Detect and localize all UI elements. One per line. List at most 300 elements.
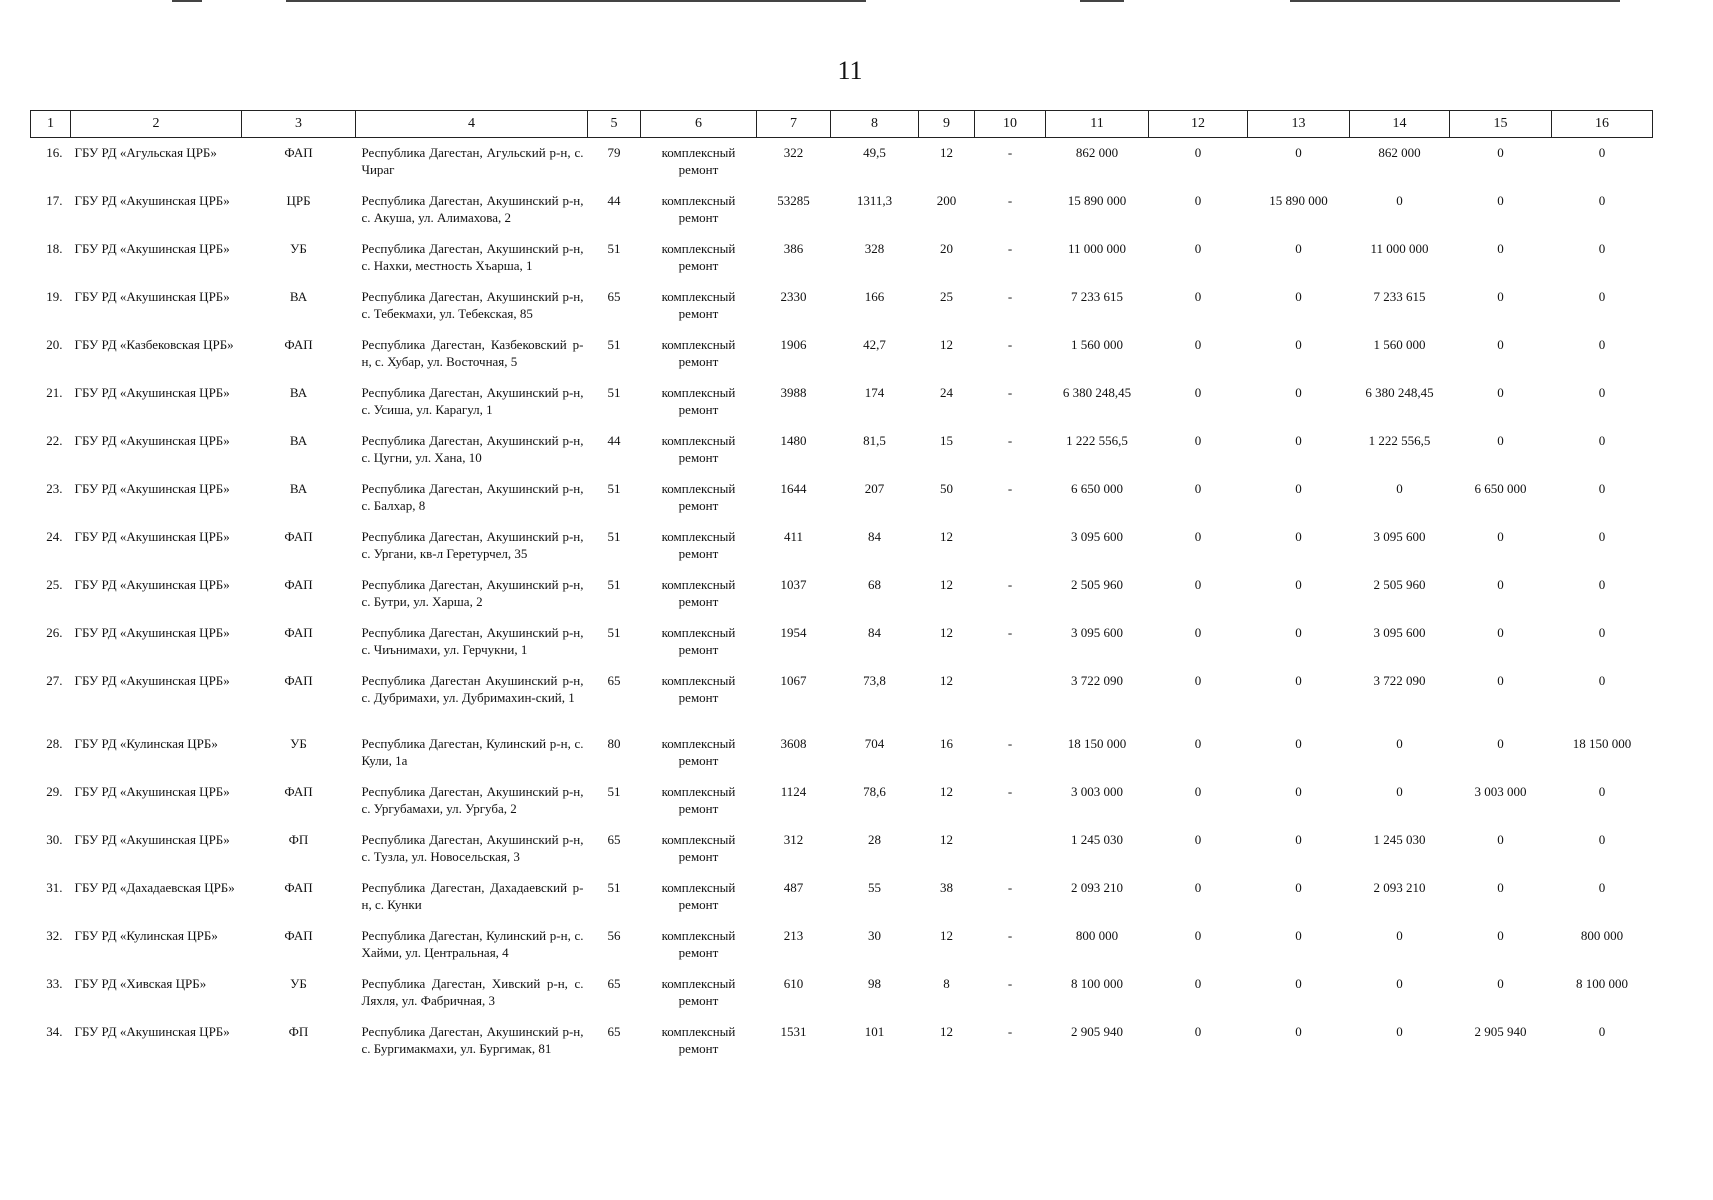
cell-col-10: -	[1007, 192, 1013, 208]
cell-col-8: 30	[868, 927, 881, 943]
table-row	[31, 1017, 1653, 1065]
cell-col-5: 51	[607, 624, 621, 640]
cell-work-type: комплексный ремонт	[661, 384, 736, 417]
cell-col-12: 0	[1194, 735, 1202, 751]
cell-col-14: 0	[1396, 480, 1403, 496]
cell-row-number: 32.	[46, 927, 63, 943]
cell-row-number: 21.	[46, 384, 63, 400]
cell-col-8: 166	[864, 288, 885, 304]
cell-organization: ГБУ РД «Акушинская ЦРБ»	[74, 783, 230, 799]
cell-address: Республика Дагестан, Акушинский р-н, с. Ургубамахи, ул. Ургуба, 2	[361, 783, 584, 816]
cell-col-15: 0	[1497, 576, 1504, 592]
cell-col-10	[975, 825, 1046, 873]
cell-col-15: 0	[1497, 831, 1504, 847]
cell-facility-type: ФП	[288, 831, 309, 847]
cell-organization: ГБУ РД «Акушинская ЦРБ»	[74, 240, 230, 256]
cell-facility-type: ФАП	[284, 576, 313, 592]
cell-row-number: 20.	[46, 336, 63, 352]
cell-col-15: 6 650 000	[1474, 480, 1527, 496]
cell-facility-type: УБ	[290, 240, 307, 256]
cell-col-15: 0	[1497, 145, 1504, 160]
cell-col-5: 51	[607, 336, 621, 352]
cell-col-9: 24	[940, 384, 953, 400]
cell-work-type: комплексный ремонт	[661, 624, 736, 657]
cell-work-type: комплексный ремонт	[661, 672, 736, 705]
cell-col-14: 0	[1396, 927, 1403, 943]
cell-col-10: -	[1007, 576, 1013, 592]
cell-col-9: 12	[940, 528, 953, 544]
cell-organization: ГБУ РД «Акушинская ЦРБ»	[74, 480, 230, 496]
cell-col-5: 44	[607, 432, 621, 448]
cell-col-13: 0	[1295, 576, 1302, 592]
cell-facility-type: ФАП	[284, 624, 313, 640]
cell-col-16: 0	[1598, 192, 1606, 208]
cell-col-16: 8 100 000	[1576, 975, 1628, 991]
cell-facility-type: ФАП	[284, 145, 313, 160]
cell-organization: ГБУ РД «Хивская ЦРБ»	[74, 975, 207, 991]
table-row	[31, 921, 1653, 969]
cell-facility-type: ФАП	[284, 528, 313, 544]
cell-organization: ГБУ РД «Акушинская ЦРБ»	[74, 288, 230, 304]
cell-col-14: 0	[1396, 192, 1403, 208]
cell-col-14: 0	[1396, 975, 1403, 991]
cell-col-9: 20	[940, 240, 953, 256]
table-row	[31, 729, 1653, 777]
cell-col-9: 12	[940, 927, 953, 943]
cell-col-14: 3 095 600	[1373, 528, 1426, 544]
cell-col-9: 12	[940, 1023, 953, 1039]
cell-col-9: 200	[936, 192, 957, 208]
cell-organization: ГБУ РД «Акушинская ЦРБ»	[74, 432, 230, 448]
cell-row-number: 27.	[46, 672, 63, 688]
cell-total-cost: 2 505 960	[1071, 576, 1123, 592]
cell-col-15: 0	[1497, 975, 1504, 991]
cell-col-5: 51	[607, 240, 621, 256]
cell-work-type: комплексный ремонт	[661, 240, 736, 273]
cell-col-16: 0	[1598, 624, 1606, 640]
cell-col-12: 0	[1194, 145, 1202, 160]
column-header-8: 8	[831, 111, 919, 138]
cell-col-16: 0	[1598, 879, 1606, 895]
cell-col-9: 50	[940, 480, 953, 496]
cell-col-10: -	[1007, 240, 1013, 256]
cell-col-10: -	[1007, 735, 1013, 751]
cell-facility-type: ФАП	[284, 672, 313, 688]
cell-total-cost: 6 650 000	[1071, 480, 1123, 496]
cell-col-13: 0	[1295, 783, 1302, 799]
cell-col-14: 0	[1396, 783, 1403, 799]
cell-total-cost: 11 000 000	[1067, 240, 1127, 256]
column-header-4: 4	[356, 111, 588, 138]
cell-col-7: 1644	[780, 480, 807, 496]
cell-col-15: 2 905 940	[1474, 1023, 1527, 1039]
cell-col-10: -	[1007, 927, 1013, 943]
cell-work-type: комплексный ремонт	[661, 192, 736, 225]
cell-organization: ГБУ РД «Дахадаевская ЦРБ»	[74, 879, 235, 895]
cell-work-type: комплексный ремонт	[661, 145, 736, 177]
cell-organization: ГБУ РД «Агульская ЦРБ»	[74, 145, 217, 160]
cell-col-13: 0	[1295, 240, 1302, 256]
cell-total-cost: 800 000	[1075, 927, 1119, 943]
cell-total-cost: 2 093 210	[1071, 879, 1123, 895]
cell-address: Республика Дагестан, Акушинский р-н, с. Балхар, 8	[361, 480, 584, 513]
cell-col-10: -	[1007, 145, 1013, 160]
column-header-5: 5	[588, 111, 641, 138]
cell-col-12: 0	[1194, 975, 1202, 991]
table-row	[31, 282, 1653, 330]
cell-col-9: 12	[940, 336, 953, 352]
cell-col-7: 3608	[780, 735, 807, 751]
cell-organization: ГБУ РД «Акушинская ЦРБ»	[74, 624, 230, 640]
cell-total-cost: 862 000	[1075, 145, 1119, 160]
cell-col-16: 18 150 000	[1572, 735, 1632, 751]
cell-col-10: -	[1007, 288, 1013, 304]
cell-col-12: 0	[1194, 528, 1202, 544]
cell-col-16: 0	[1598, 480, 1606, 496]
column-header-15: 15	[1450, 111, 1552, 138]
table-row	[31, 138, 1653, 186]
column-header-16: 16	[1552, 111, 1653, 138]
cell-col-15: 0	[1497, 432, 1504, 448]
cell-col-15: 0	[1497, 735, 1504, 751]
cell-col-7: 1954	[780, 624, 807, 640]
cell-col-14: 6 380 248,45	[1365, 384, 1434, 400]
cell-col-10	[975, 666, 1046, 729]
cell-col-7: 213	[783, 927, 804, 943]
cell-col-14: 3 722 090	[1373, 672, 1426, 688]
cell-col-7: 1906	[780, 336, 807, 352]
table-row	[31, 186, 1653, 234]
cell-col-8: 28	[868, 831, 881, 847]
cell-address: Республика Дагестан, Акушинский р-н, с. Акуша, ул. Алимахова, 2	[361, 192, 584, 225]
cell-col-13: 0	[1295, 975, 1302, 991]
cell-address: Республика Дагестан, Кулинский р-н, с. Кули, 1а	[361, 735, 584, 768]
cell-facility-type: ФАП	[284, 879, 313, 895]
cell-col-12: 0	[1194, 672, 1202, 688]
table-body	[31, 138, 1653, 1065]
cell-col-13: 0	[1295, 1023, 1302, 1039]
cell-col-16: 800 000	[1580, 927, 1624, 943]
cell-col-5: 79	[607, 145, 621, 160]
cell-work-type: комплексный ремонт	[661, 1023, 736, 1056]
cell-col-9: 25	[940, 288, 953, 304]
cell-col-10: -	[1007, 975, 1013, 991]
cell-work-type: комплексный ремонт	[661, 480, 736, 513]
cell-col-12: 0	[1194, 879, 1202, 895]
cell-col-15: 0	[1497, 879, 1504, 895]
cell-col-7: 1531	[780, 1023, 807, 1039]
cell-organization: ГБУ РД «Акушинская ЦРБ»	[74, 831, 230, 847]
cell-col-15: 0	[1497, 528, 1504, 544]
table-row	[31, 570, 1653, 618]
cell-col-5: 51	[607, 384, 621, 400]
cell-col-10: -	[1007, 336, 1013, 352]
cell-col-14: 1 222 556,5	[1368, 432, 1431, 448]
cell-facility-type: ФАП	[284, 783, 313, 799]
cell-organization: ГБУ РД «Акушинская ЦРБ»	[74, 384, 230, 400]
table-row	[31, 873, 1653, 921]
cell-row-number: 34.	[46, 1023, 63, 1039]
cell-organization: ГБУ РД «Акушинская ЦРБ»	[74, 576, 230, 592]
cell-col-8: 73,8	[863, 672, 886, 688]
column-header-1: 1	[31, 111, 71, 138]
table-row	[31, 378, 1653, 426]
cell-row-number: 19.	[46, 288, 63, 304]
cell-col-15: 0	[1497, 192, 1504, 208]
cell-col-5: 65	[607, 1023, 621, 1039]
cell-row-number: 16.	[46, 145, 63, 160]
cell-col-8: 98	[868, 975, 881, 991]
cell-col-12: 0	[1194, 1023, 1202, 1039]
cell-col-13: 0	[1295, 432, 1302, 448]
cell-facility-type: ФАП	[284, 927, 313, 943]
table-row	[31, 969, 1653, 1017]
column-header-12: 12	[1149, 111, 1248, 138]
cell-facility-type: ВА	[289, 480, 308, 496]
cell-address: Республика Дагестан, Акушинский р-н, с. Цугни, ул. Хана, 10	[361, 432, 584, 465]
cell-row-number: 22.	[46, 432, 63, 448]
cell-address: Республика Дагестан, Акушинский р-н, с. Нахки, местность Хъарша, 1	[361, 240, 584, 273]
cell-facility-type: УБ	[290, 735, 307, 751]
header-row	[31, 111, 1653, 138]
cell-address: Республика Дагестан, Акушинский р-н, с. Ургани, кв-л Геретурчел, 35	[361, 528, 584, 561]
cell-col-9: 12	[940, 831, 953, 847]
cell-organization: ГБУ РД «Казбековская ЦРБ»	[74, 336, 234, 352]
cell-col-5: 51	[607, 783, 621, 799]
cell-address: Республика Дагестан, Акушинский р-н, с. Бутри, ул. Харша, 2	[361, 576, 584, 609]
cell-work-type: комплексный ремонт	[661, 783, 736, 816]
cell-col-9: 12	[940, 672, 953, 688]
cell-col-16: 0	[1598, 288, 1606, 304]
cell-col-14: 0	[1396, 1023, 1403, 1039]
cell-col-14: 0	[1396, 735, 1403, 751]
register-table-container	[30, 110, 1652, 1065]
cell-col-5: 51	[607, 528, 621, 544]
cell-col-16: 0	[1598, 1023, 1606, 1039]
cell-col-10: -	[1007, 1023, 1013, 1039]
top-rule-mid2	[1080, 0, 1124, 2]
cell-col-9: 38	[940, 879, 953, 895]
column-header-7: 7	[757, 111, 831, 138]
cell-row-number: 29.	[46, 783, 63, 799]
cell-address: Республика Дагестан, Акушинский р-н, с. Тузла, ул. Новосельская, 3	[361, 831, 584, 864]
register-table	[30, 110, 1653, 1065]
cell-total-cost: 1 245 030	[1071, 831, 1123, 847]
cell-organization: ГБУ РД «Акушинская ЦРБ»	[74, 192, 230, 208]
cell-col-16: 0	[1598, 336, 1606, 352]
cell-col-12: 0	[1194, 384, 1202, 400]
top-rule-left	[172, 0, 202, 2]
cell-col-5: 56	[607, 927, 621, 943]
cell-col-5: 80	[607, 735, 621, 751]
cell-col-13: 0	[1295, 831, 1302, 847]
cell-col-5: 51	[607, 576, 621, 592]
cell-col-15: 0	[1497, 240, 1504, 256]
cell-col-16: 0	[1598, 783, 1606, 799]
cell-col-12: 0	[1194, 624, 1202, 640]
table-row	[31, 330, 1653, 378]
cell-total-cost: 3 003 000	[1071, 783, 1123, 799]
cell-col-12: 0	[1194, 927, 1202, 943]
cell-col-8: 84	[868, 624, 881, 640]
cell-organization: ГБУ РД «Акушинская ЦРБ»	[74, 1023, 230, 1039]
cell-col-7: 1124	[780, 783, 807, 799]
column-header-10: 10	[975, 111, 1046, 138]
cell-row-number: 25.	[46, 576, 63, 592]
cell-row-number: 18.	[46, 240, 63, 256]
table-row	[31, 777, 1653, 825]
cell-facility-type: ФАП	[284, 336, 313, 352]
table-row	[31, 474, 1653, 522]
cell-col-5: 44	[607, 192, 621, 208]
cell-col-13: 0	[1295, 927, 1302, 943]
page-number: 11	[837, 56, 863, 85]
cell-col-12: 0	[1194, 240, 1202, 256]
cell-col-7: 487	[783, 879, 804, 895]
column-header-11: 11	[1046, 111, 1149, 138]
cell-col-9: 12	[940, 145, 953, 160]
cell-organization: ГБУ РД «Кулинская ЦРБ»	[74, 927, 218, 943]
cell-col-5: 51	[607, 879, 621, 895]
cell-total-cost: 1 560 000	[1071, 336, 1123, 352]
cell-col-16: 0	[1598, 528, 1606, 544]
cell-col-13: 0	[1295, 624, 1302, 640]
cell-facility-type: ВА	[289, 384, 308, 400]
cell-address: Республика Дагестан Акушинский р-н, с. Дубримахи, ул. Дубримахин-ский, 1	[361, 672, 584, 705]
cell-col-15: 0	[1497, 672, 1504, 688]
cell-row-number: 23.	[46, 480, 63, 496]
cell-col-14: 2 505 960	[1373, 576, 1426, 592]
cell-address: Республика Дагестан, Кулинский р-н, с. Хайми, ул. Центральная, 4	[361, 927, 584, 960]
cell-address: Республика Дагестан, Дахадаевский р-н, с. Кунки	[361, 879, 584, 912]
cell-total-cost: 3 095 600	[1071, 624, 1123, 640]
cell-total-cost: 8 100 000	[1071, 975, 1123, 991]
cell-row-number: 30.	[46, 831, 63, 847]
cell-col-10: -	[1007, 783, 1013, 799]
cell-col-5: 51	[607, 480, 621, 496]
cell-total-cost: 15 890 000	[1067, 192, 1127, 208]
cell-address: Республика Дагестан, Акушинский р-н, с. Чиънимахи, ул. Герчукни, 1	[361, 624, 584, 657]
cell-col-13: 0	[1295, 528, 1302, 544]
cell-col-16: 0	[1598, 145, 1606, 160]
cell-col-5: 65	[607, 288, 621, 304]
cell-col-8: 55	[868, 879, 881, 895]
cell-col-13: 0	[1295, 384, 1302, 400]
column-header-9: 9	[919, 111, 975, 138]
cell-total-cost: 3 722 090	[1071, 672, 1123, 688]
cell-col-10: -	[1007, 624, 1013, 640]
cell-col-15: 0	[1497, 336, 1504, 352]
cell-total-cost: 2 905 940	[1071, 1023, 1123, 1039]
cell-col-8: 704	[864, 735, 885, 751]
cell-col-13: 0	[1295, 336, 1302, 352]
cell-work-type: комплексный ремонт	[661, 879, 736, 912]
cell-col-5: 65	[607, 975, 621, 991]
cell-col-12: 0	[1194, 192, 1202, 208]
cell-work-type: комплексный ремонт	[661, 432, 736, 465]
cell-facility-type: ЦРБ	[286, 192, 311, 208]
cell-work-type: комплексный ремонт	[661, 735, 736, 768]
cell-col-9: 12	[940, 576, 953, 592]
column-header-13: 13	[1248, 111, 1350, 138]
cell-col-5: 65	[607, 672, 621, 688]
cell-col-8: 328	[864, 240, 885, 256]
cell-work-type: комплексный ремонт	[661, 975, 736, 1008]
cell-total-cost: 1 222 556,5	[1066, 432, 1128, 448]
cell-col-12: 0	[1194, 783, 1202, 799]
cell-col-15: 0	[1497, 927, 1504, 943]
cell-col-15: 0	[1497, 288, 1504, 304]
cell-col-12: 0	[1194, 831, 1202, 847]
cell-col-5: 65	[607, 831, 621, 847]
cell-col-10	[975, 522, 1046, 570]
cell-col-8: 174	[864, 384, 885, 400]
column-header-3: 3	[242, 111, 356, 138]
table-row	[31, 522, 1653, 570]
cell-col-16: 0	[1598, 384, 1606, 400]
cell-total-cost: 6 380 248,45	[1062, 384, 1132, 400]
cell-work-type: комплексный ремонт	[661, 288, 736, 321]
cell-col-14: 862 000	[1378, 145, 1421, 160]
cell-col-13: 0	[1295, 480, 1302, 496]
cell-col-9: 8	[943, 975, 950, 991]
cell-col-7: 322	[783, 145, 804, 160]
cell-col-7: 312	[783, 831, 804, 847]
table-row	[31, 618, 1653, 666]
cell-col-8: 207	[864, 480, 885, 496]
cell-col-9: 12	[940, 624, 953, 640]
cell-row-number: 31.	[46, 879, 63, 895]
cell-facility-type: ВА	[289, 432, 308, 448]
cell-col-13: 0	[1295, 735, 1302, 751]
cell-address: Республика Дагестан, Агульский р-н, с. Чираг	[361, 145, 584, 177]
cell-col-9: 15	[940, 432, 953, 448]
cell-col-9: 16	[940, 735, 953, 751]
cell-address: Республика Дагестан, Казбековский р-н, с. Хубар, ул. Восточная, 5	[361, 336, 584, 369]
column-header-6: 6	[641, 111, 757, 138]
cell-col-10: -	[1007, 384, 1013, 400]
cell-col-16: 0	[1598, 240, 1606, 256]
top-rule-right	[1290, 0, 1620, 2]
cell-row-number: 28.	[46, 735, 63, 751]
cell-address: Республика Дагестан, Акушинский р-н, с. Тебекмахи, ул. Тебекская, 85	[361, 288, 584, 321]
table-header	[31, 111, 1653, 138]
cell-total-cost: 7 233 615	[1071, 288, 1123, 304]
cell-organization: ГБУ РД «Акушинская ЦРБ»	[74, 528, 230, 544]
cell-col-8: 49,5	[863, 145, 886, 160]
table-row	[31, 825, 1653, 873]
cell-col-14: 3 095 600	[1373, 624, 1426, 640]
cell-facility-type: УБ	[290, 975, 307, 991]
table-row	[31, 666, 1653, 729]
cell-col-15: 3 003 000	[1474, 783, 1527, 799]
cell-row-number: 24.	[46, 528, 63, 544]
cell-col-16: 0	[1598, 672, 1606, 688]
cell-col-15: 0	[1497, 384, 1504, 400]
column-header-2: 2	[71, 111, 242, 138]
cell-col-14: 1 245 030	[1373, 831, 1426, 847]
cell-col-10: -	[1007, 480, 1013, 496]
cell-work-type: комплексный ремонт	[661, 336, 736, 369]
column-header-14: 14	[1350, 111, 1450, 138]
cell-col-14: 11 000 000	[1370, 240, 1429, 256]
cell-col-7: 3988	[780, 384, 807, 400]
cell-address: Республика Дагестан, Хивский р-н, с. Ляхля, ул. Фабричная, 3	[361, 975, 584, 1008]
cell-col-16: 0	[1598, 576, 1606, 592]
cell-col-15: 0	[1497, 624, 1504, 640]
cell-row-number: 17.	[46, 192, 63, 208]
cell-row-number: 33.	[46, 975, 63, 991]
